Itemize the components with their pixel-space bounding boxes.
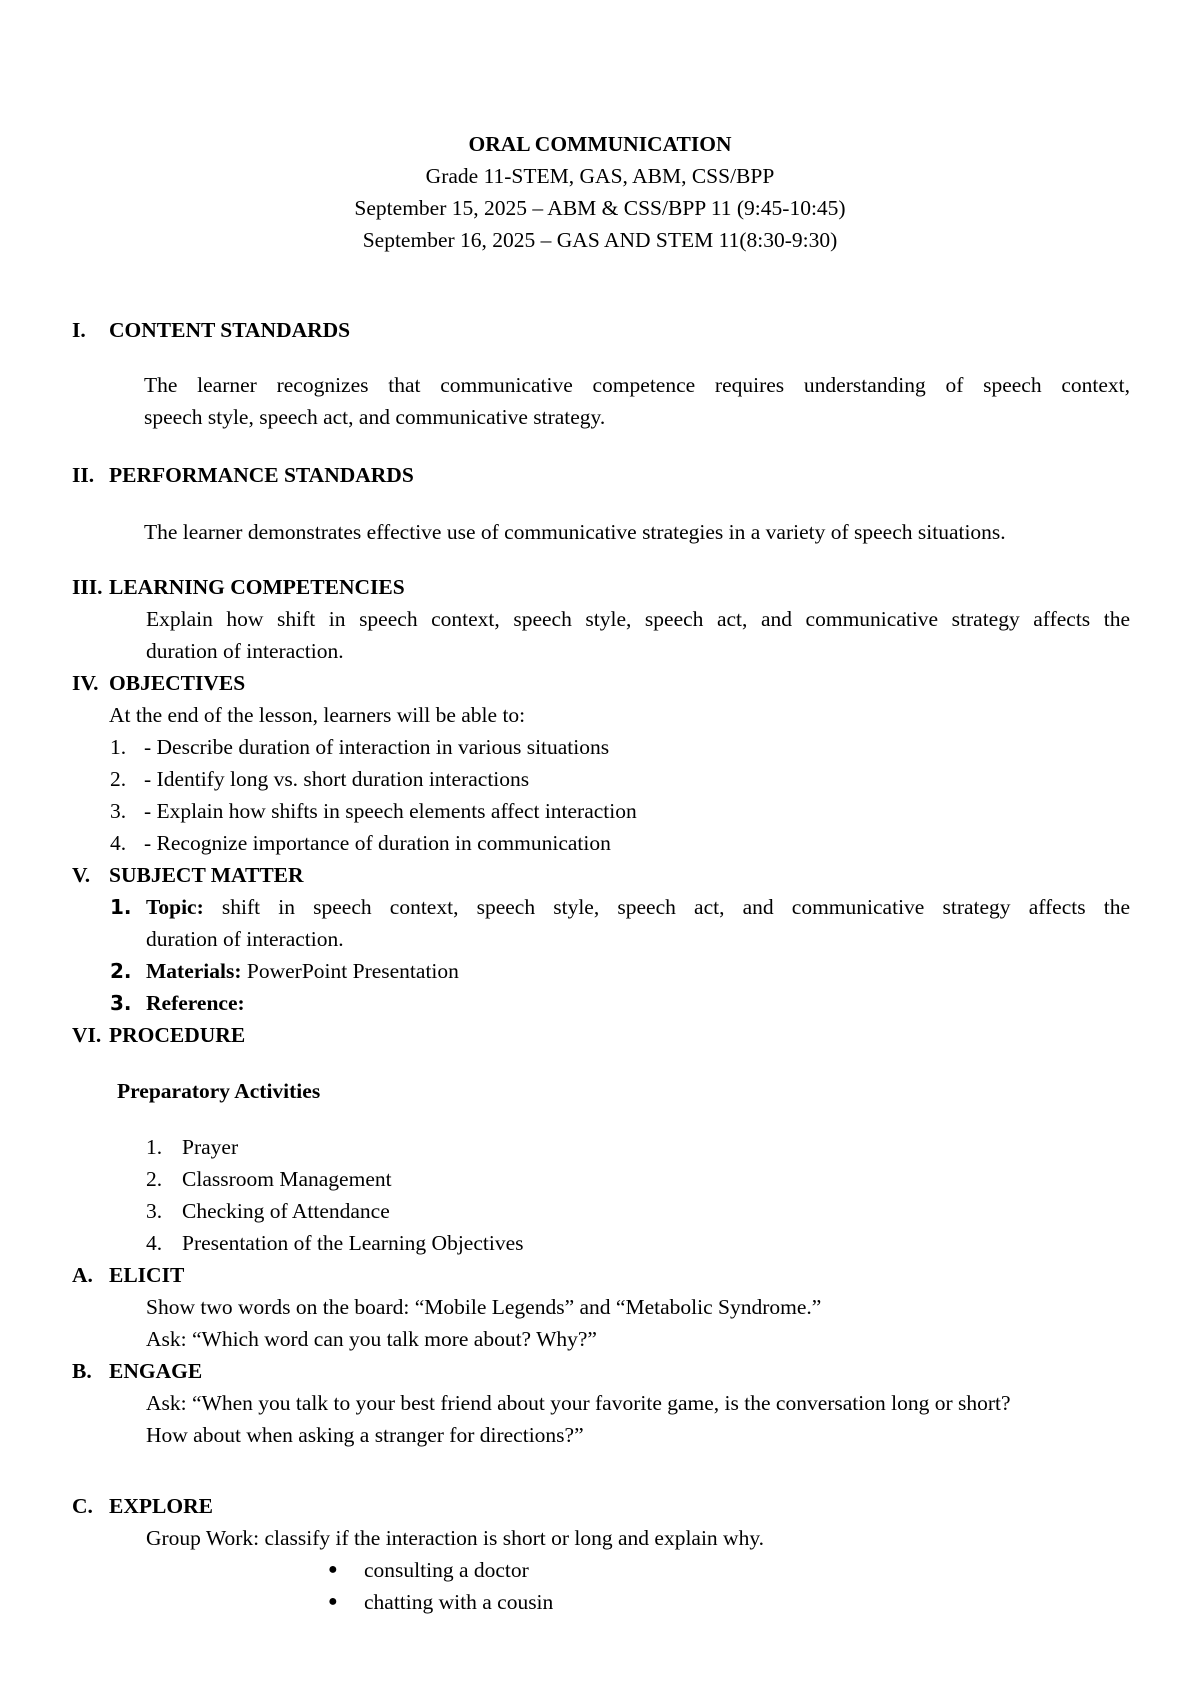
section-letter: B. [72, 1359, 92, 1383]
list-item-number: 2. [110, 767, 127, 791]
list-item-number: 2. [110, 959, 132, 983]
elicit-line-2: Ask: “Which word can you talk more about? Why?” [146, 1327, 597, 1351]
topic-value: shift in speech context, speech style, speech act, and communicative strategy affects the [221, 895, 1131, 919]
engage-line-1: Ask: “When you talk to your best friend about your favorite game, is the conversation long or short? [146, 1391, 1011, 1415]
bullet-icon: ● [328, 1561, 338, 1578]
schedule-line-2: September 16, 2025 – GAS AND STEM 11(8:30-9:30) [362, 228, 838, 252]
explore-line-1: Group Work: classify if the interaction is short or long and explain why. [146, 1526, 765, 1550]
list-item-number: 1. [110, 735, 127, 759]
list-item-number: 1. [110, 895, 132, 919]
topic-line-1 [146, 891, 1130, 923]
competencies-line-2: duration of interaction. [146, 639, 344, 663]
section-heading-content-standards: CONTENT STANDARDS [109, 318, 351, 342]
list-item-number: 3. [146, 1199, 163, 1223]
section-heading-explore: EXPLORE [109, 1494, 213, 1518]
section-number: III. [72, 575, 103, 599]
bullet-icon: ● [328, 1593, 338, 1610]
explore-bullet-item: chatting with a cousin [364, 1590, 554, 1614]
preparatory-item: Prayer [182, 1135, 239, 1159]
content-standards-line-1: The learner recognizes that communicative competence requires understanding of speech context, [144, 373, 1130, 397]
section-number: I. [72, 318, 86, 342]
preparatory-item: Classroom Management [182, 1167, 392, 1191]
section-heading-elicit: ELICIT [109, 1263, 185, 1287]
content-standards-line-2: speech style, speech act, and communicative strategy. [144, 405, 606, 429]
section-heading-learning-competencies: LEARNING COMPETENCIES [109, 575, 405, 599]
section-heading-subject-matter: SUBJECT MATTER [109, 863, 304, 887]
objective-item: - Explain how shifts in speech elements affect interaction [144, 799, 637, 823]
document-title: ORAL COMMUNICATION [468, 132, 732, 156]
section-number: V. [72, 863, 91, 887]
section-heading-performance-standards: PERFORMANCE STANDARDS [109, 463, 414, 487]
materials-value: PowerPoint Presentation [246, 959, 459, 983]
elicit-line-1: Show two words on the board: “Mobile Legends” and “Metabolic Syndrome.” [146, 1295, 822, 1319]
section-heading-procedure: PROCEDURE [109, 1023, 246, 1047]
list-item-number: 3. [110, 991, 132, 1015]
grade-line: Grade 11-STEM, GAS, ABM, CSS/BPP [425, 164, 775, 188]
explore-bullet-item: consulting a doctor [364, 1558, 529, 1582]
list-item-number: 4. [146, 1231, 163, 1255]
reference-label: Reference: [146, 991, 245, 1015]
performance-standards-text: The learner demonstrates effective use of communicative strategies in a variety of speech situations. [144, 520, 1006, 544]
list-item-number: 1. [146, 1135, 163, 1159]
list-item-number: 3. [110, 799, 127, 823]
objective-item: - Recognize importance of duration in communication [144, 831, 611, 855]
section-number: IV. [72, 671, 99, 695]
topic-line-2: duration of interaction. [146, 927, 344, 951]
objective-item: - Describe duration of interaction in various situations [144, 735, 610, 759]
competencies-line-1: Explain how shift in speech context, speech style, speech act, and communicative strategy affects the [146, 607, 1130, 631]
objectives-intro: At the end of the lesson, learners will be able to: [109, 703, 526, 727]
schedule-line-1: September 15, 2025 – ABM & CSS/BPP 11 (9:45-10:45) [354, 196, 846, 220]
engage-line-2: How about when asking a stranger for directions?” [146, 1423, 584, 1447]
materials-line [146, 955, 459, 987]
list-item-number: 4. [110, 831, 127, 855]
section-letter: C. [72, 1494, 93, 1518]
section-heading-engage: ENGAGE [109, 1359, 203, 1383]
preparatory-item: Presentation of the Learning Objectives [182, 1231, 524, 1255]
preparatory-activities-heading: Preparatory Activities [117, 1079, 321, 1103]
list-item-number: 2. [146, 1167, 163, 1191]
section-number: II. [72, 463, 95, 487]
topic-label: Topic: [146, 895, 204, 919]
objective-item: - Identify long vs. short duration interactions [144, 767, 530, 791]
section-letter: A. [72, 1263, 93, 1287]
section-heading-objectives: OBJECTIVES [109, 671, 246, 695]
preparatory-item: Checking of Attendance [182, 1199, 390, 1223]
section-number: VI. [72, 1023, 102, 1047]
materials-label: Materials: [146, 959, 242, 983]
